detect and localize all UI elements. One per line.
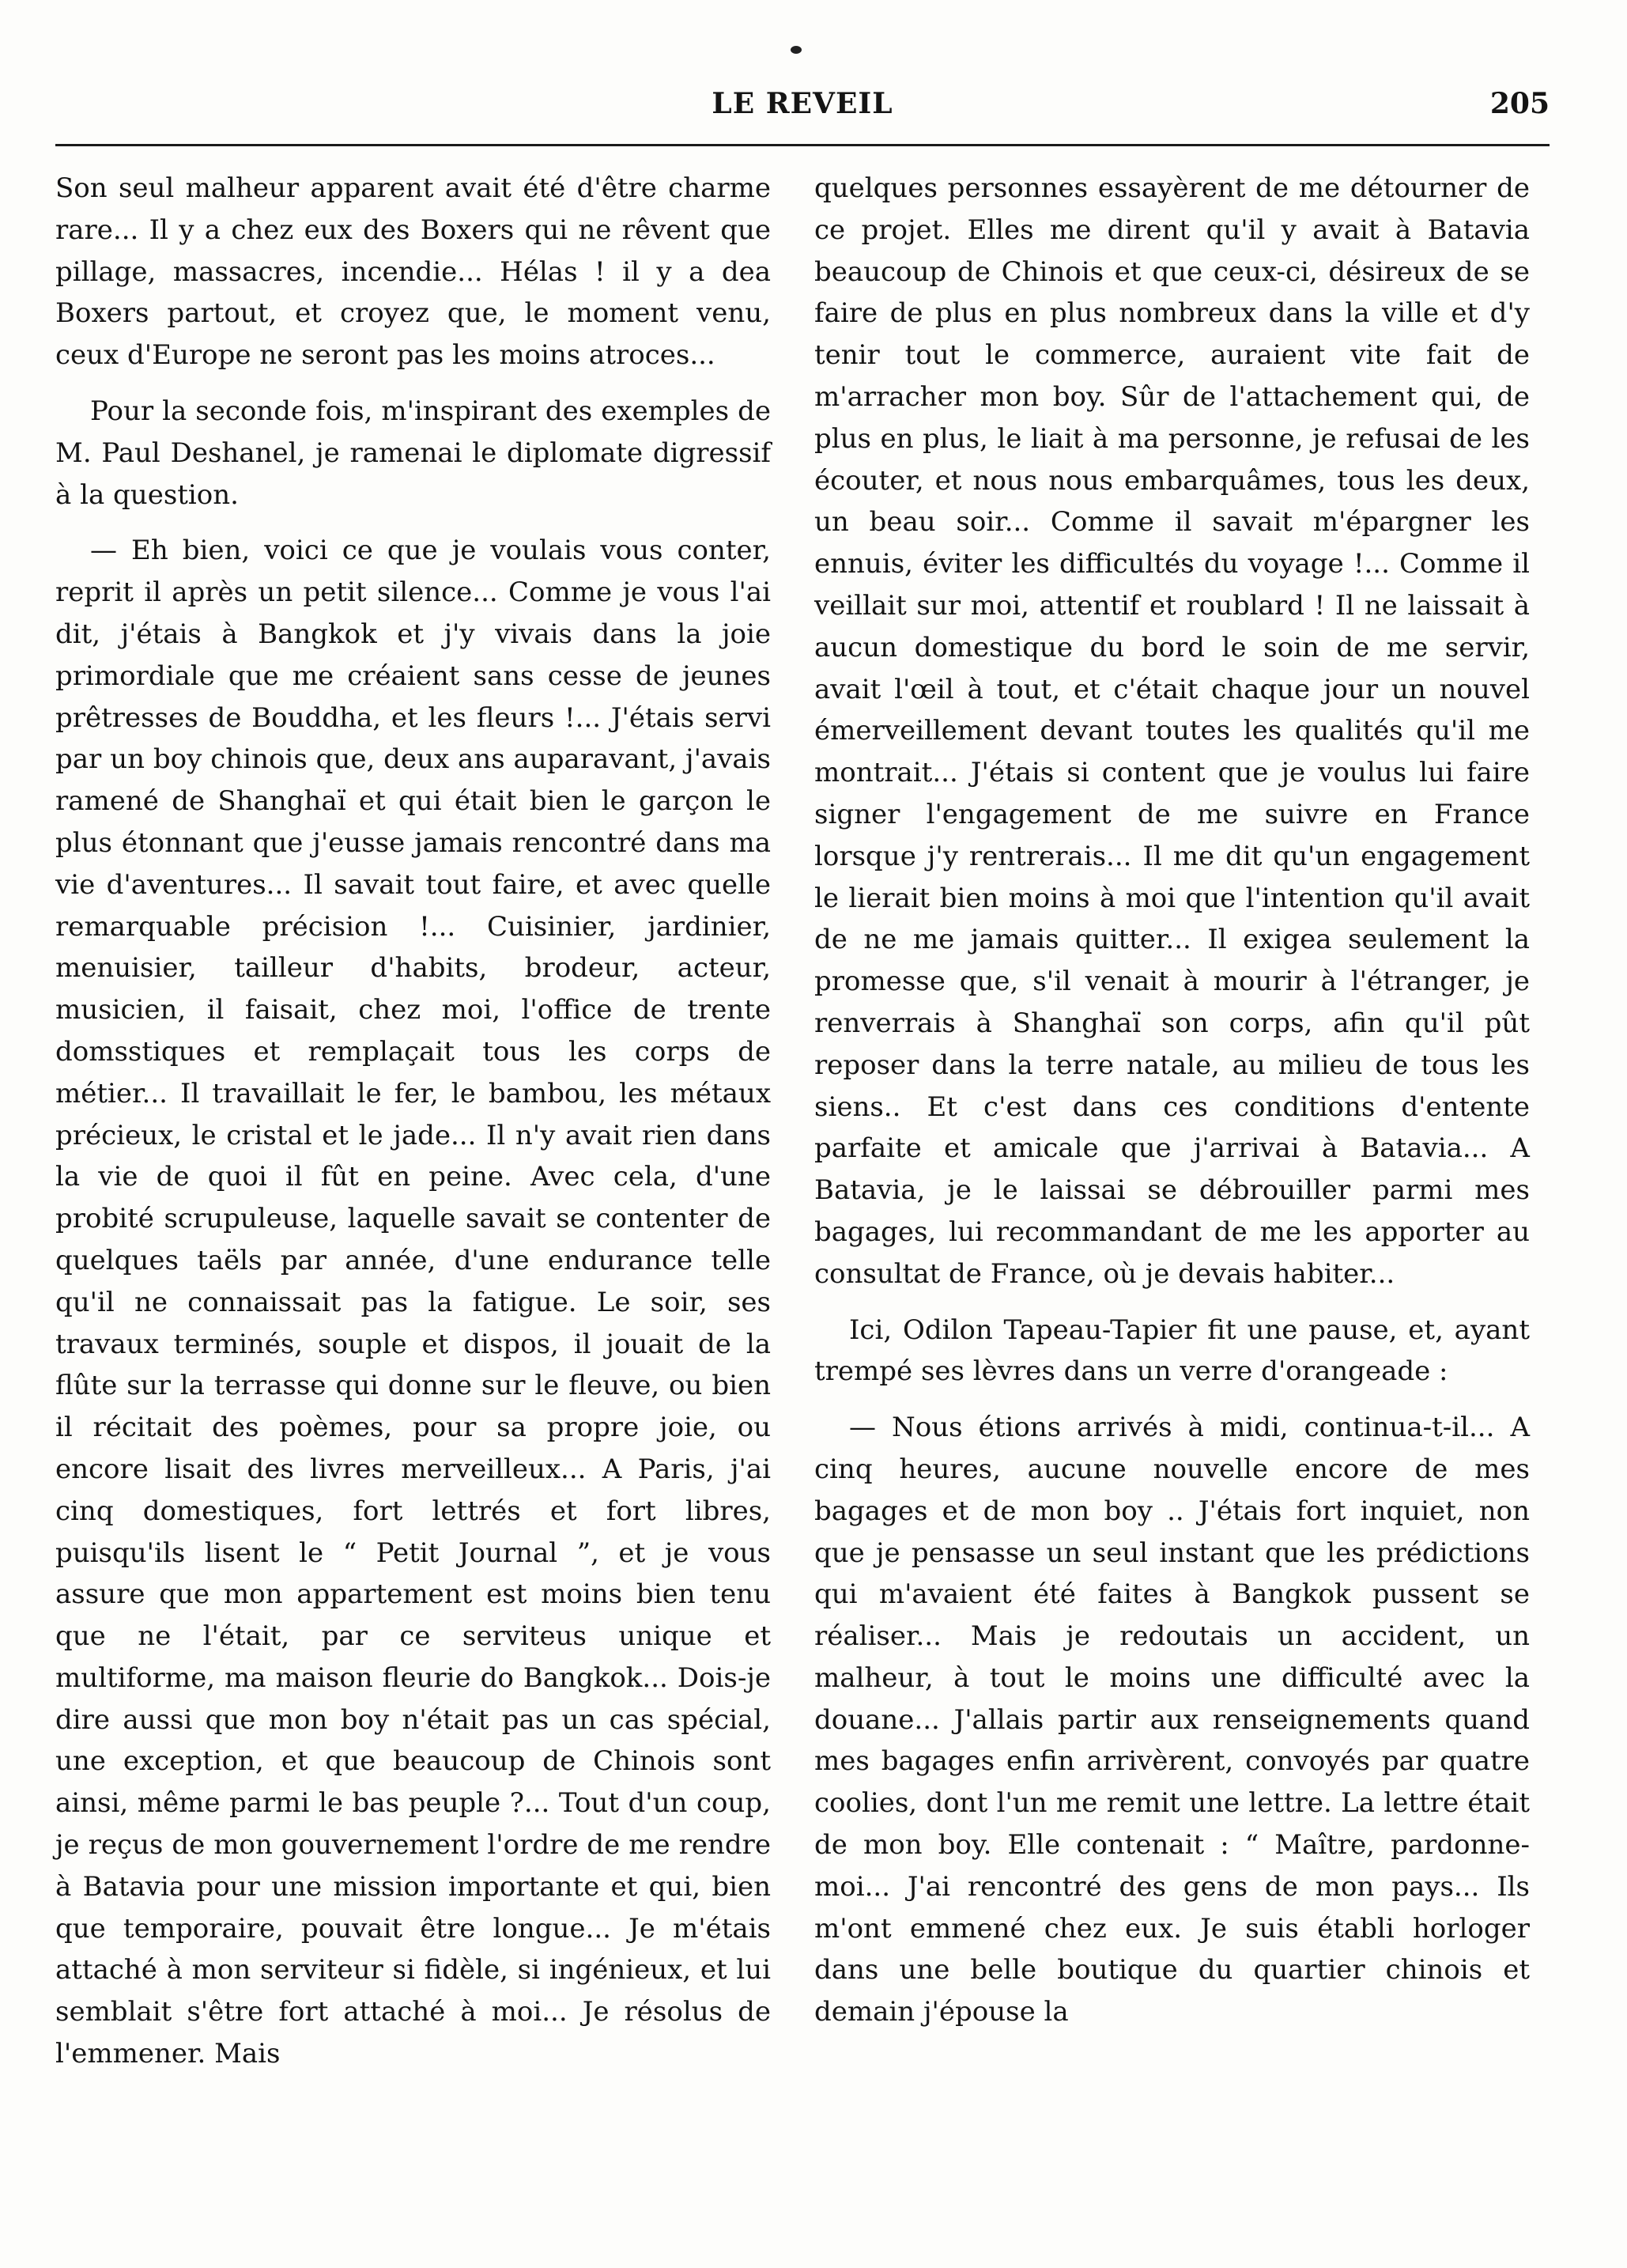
paragraph: Ici, Odilon Tapeau-Tapier fit une pause, et, ayant trempé ses lèvres dans un verre d'orangeade : <box>814 1314 1530 1388</box>
right-column <box>814 168 1530 2047</box>
paragraph: — Eh bien, voici ce que je voulais vous conter, reprit il après un petit silence... Comme je vous l'ai dit, j'étais à Bangkok et j'y vivais dans la joie primordiale que me créaient sans cesse de jeunes prêtresses de Bouddha, et les fleurs !... J'étais servi par un boy chinois que, deux ans auparavant, j'avais ramené de Shanghaï et qui était bien le garçon le plus étonnant que j'eusse jamais rencontré dans ma vie d'aventures... Il savait tout faire, et avec quelle remarquable précision !... Cuisinier, jardinier, menuisier, tailleur d'habits, brodeur, acteur, musicien, il faisait, chez moi, l'office de trente domsstiques et remplaçait tous les corps de métier... Il travaillait le fer, le bambou, les métaux précieux, le cristal et le jade... Il n'y avait rien dans la vie de quoi il fût en peine. Avec cela, d'une probité scrupuleuse, laquelle savait se contenter de quelques taëls par année, d'une endurance telle qu'il ne connaissait pas la fatigue. Le soir, ses travaux terminés, souple et dispos, il jouait de la flûte sur la terrasse qui donne sur le fleuve, ou bien il récitait des poèmes, pour sa propre joie, ou encore lisait des livres merveilleux... A Paris, j'ai cinq domestiques, fort lettrés et fort libres, puisqu'ils lisent le “ Petit Journal ”, et je vous assure que mon appartement est moins bien tenu que ne l'était, par ce serviteus unique et multiforme, ma maison fleurie do Bangkok... Dois-je dire aussi que mon boy n'était pas un cas spécial, une exception, et que beaucoup de Chinois sont ainsi, même parmi le bas peuple ?... Tout d'un coup, je reçus de mon gouvernement l'ordre de me rendre à Batavia pour une mission importante et qui, bien que temporaire, pouvait être longue... Je m'étais attaché à mon serviteur si fidèle, si ingénieux, et lui semblait s'être fort attaché à moi... Je résolus de l'emmener. Mais <box>55 535 771 2070</box>
ink-mark <box>791 46 802 54</box>
left-column <box>55 168 771 2089</box>
page-number: 205 <box>1489 87 1550 120</box>
paragraph: Son seul malheur apparent avait été d'être charme rare... Il y a chez eux des Boxers qui ne rêvent que pillage, massacres, incendie... Hélas ! il y a dea Boxers partout, et croyez que, le moment venu, ceux d'Europe ne seront pas les moins atroces... <box>55 172 771 372</box>
running-header <box>55 87 1550 134</box>
journal-title: LE REVEIL <box>712 87 893 120</box>
header-rule <box>55 144 1550 146</box>
paragraph: quelques personnes essayèrent de me détourner de ce projet. Elles me dirent qu'il y avait à Batavia beaucoup de Chinois et que ceux-ci, désireux de se faire de plus en plus nombreux dans la ville et d'y tenir tout le commerce, auraient vite fait de m'arracher mon boy. Sûr de l'attachement qui, de plus en plus, le liait à ma personne, je refusai de les écouter, et nous nous embarquâmes, tous les deux, un beau soir... Comme il savait m'épargner les ennuis, éviter les difficultés du voyage !... Comme il veillait sur moi, attentif et roublard ! Il ne laissait à aucun domestique du bord le soin de me servir, avait l'œil à tout, et c'était chaque jour un nouvel émerveillement devant toutes les qualités qu'il me montrait... J'étais si content que je voulus lui faire signer l'engagement de me suivre en France lorsque j'y rentrerais... Il me dit qu'un engagement le lierait bien moins à moi que l'intention qu'il avait de ne me jamais quitter... Il exigea seulement la promesse que, s'il venait à mourir à l'étranger, je renverrais à Shanghaï son corps, afin qu'il pût reposer dans la terre natale, au milieu de tous les siens.. Et c'est dans ces conditions d'entente parfaite et amicale que j'arrivai à Batavia... A Batavia, je le laissai se débrouiller parmi mes bagages, lui recommandant de me les apporter au consultat de France, où je devais habiter... <box>814 172 1530 1290</box>
paragraph: — Nous étions arrivés à midi, continua-t-il... A cinq heures, aucune nouvelle encore de mes bagages et de mon boy .. J'étais fort inquiet, non que je pensasse un seul instant que les prédictions qui m'avaient été faites à Bangkok pussent se réaliser... Mais je redoutais un accident, un malheur, à tout le moins une difficulté avec la douane... J'allais partir aux renseignements quand mes bagages enfin arrivèrent, convoyés par quatre coolies, dont l'un me remit une lettre. La lettre était de mon boy. Elle contenait : “ Maître, pardonne-moi... J'ai rencontré des gens de mon pays... Ils m'ont emmené chez eux. Je suis établi horloger dans une belle boutique du quartier chinois et demain j'épouse la <box>814 1412 1530 2028</box>
paragraph: Pour la seconde fois, m'inspirant des exemples de M. Paul Deshanel, je ramenai le diplomate digressif à la question. <box>55 395 771 511</box>
